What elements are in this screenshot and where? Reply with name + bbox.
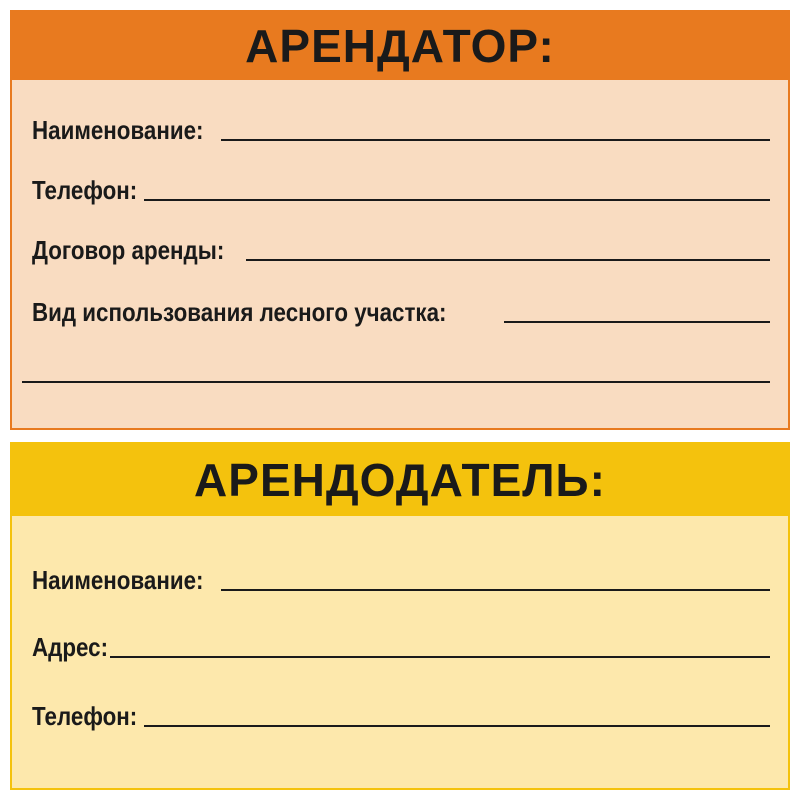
fill-line [110, 656, 770, 658]
tenant-extra-line [32, 354, 770, 388]
landlord-name-field [32, 562, 770, 596]
fill-line [144, 725, 770, 727]
field-label: Наименование: [32, 115, 204, 145]
landlord-title: АРЕНДОДАТЕЛЬ: [12, 444, 788, 516]
landlord-phone-field [32, 698, 770, 732]
field-label: Адрес: [32, 632, 109, 662]
tenant-phone-field [32, 172, 770, 206]
tenant-contract-field [32, 232, 770, 266]
landlord-address-field [32, 629, 770, 663]
tenant-title: АРЕНДАТОР: [12, 12, 788, 80]
tenant-panel [10, 10, 790, 430]
tenant-name-field [32, 112, 770, 146]
field-label: Договор аренды: [32, 235, 225, 265]
fill-line [246, 259, 770, 261]
field-label: Телефон: [32, 175, 138, 205]
fill-line [221, 589, 770, 591]
fill-line [221, 139, 770, 141]
fill-line [22, 381, 770, 383]
field-label: Телефон: [32, 701, 138, 731]
landlord-panel [10, 442, 790, 790]
fill-line [144, 199, 770, 201]
fill-line [504, 321, 770, 323]
field-label: Наименование: [32, 565, 204, 595]
field-label: Вид использования лесного участка: [32, 297, 447, 327]
tenant-usage-field [32, 294, 770, 328]
